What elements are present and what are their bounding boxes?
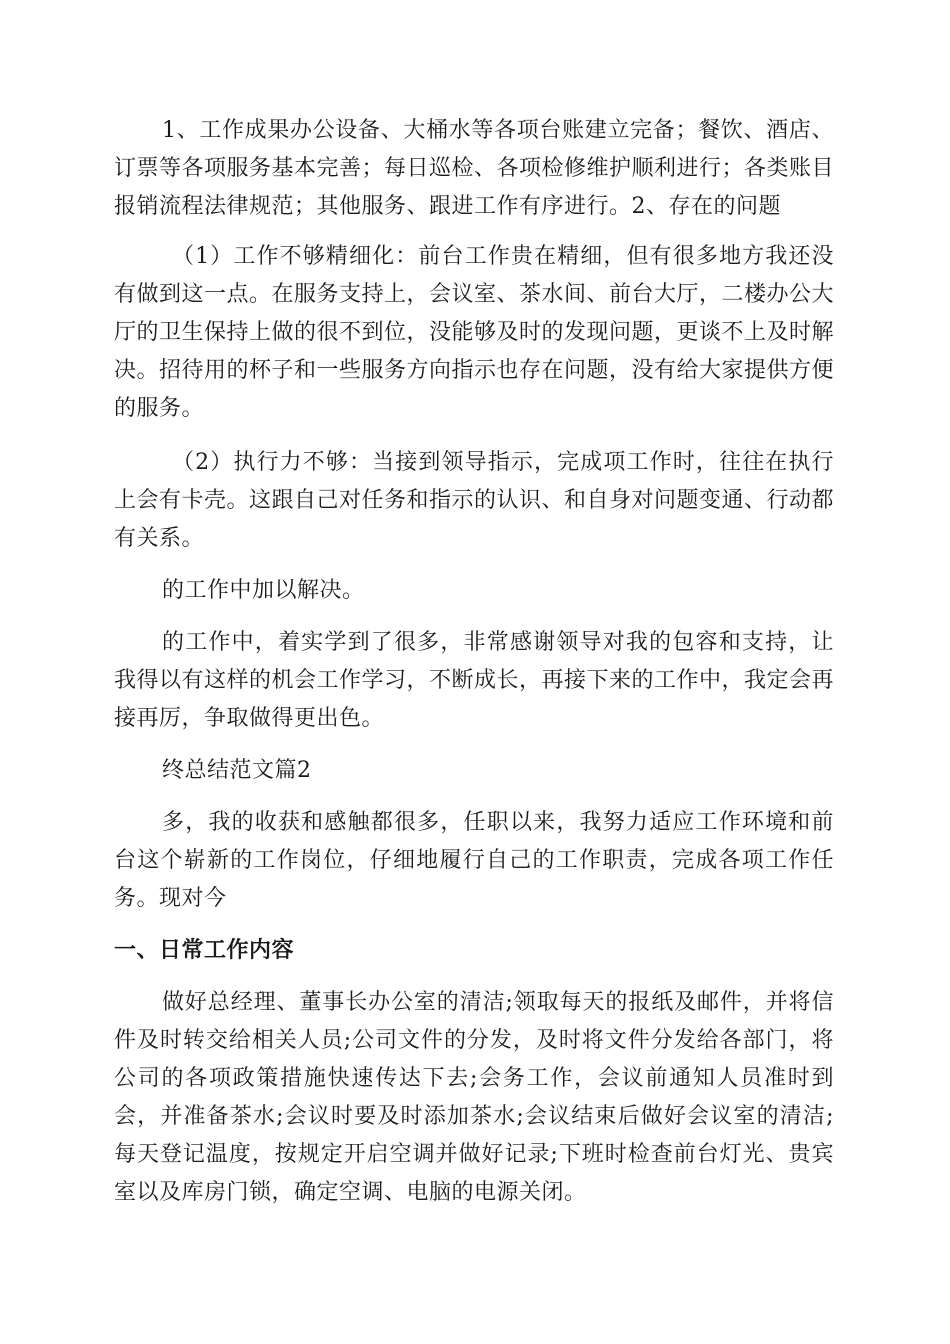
heading-daily-work: 一、日常工作内容 [114,938,295,963]
paragraph-intro: 多，我的收获和感触都很多，任职以来，我努力适应工作环境和前台这个崭新的工作岗位，仔细地履行自己的工作职责，完成各项工作任务。现对今 [114,810,834,911]
document-page [114,112,834,1212]
paragraph-work-results: 1、工作成果办公设备、大桶水等各项台账建立完备；餐饮、酒店、订票等各项服务基本完善；每日巡检、各项检修维护顺利进行；各类账目报销流程法律规范；其他服务、跟进工作有序进行。2、存在的问题 [114,118,835,219]
paragraph-section-title: 终总结范文篇2 [162,758,312,783]
paragraph-issue-execution: （2）执行力不够：当接到领导指示，完成项工作时，往往在执行上会有卡壳。这跟自己对任务和指示的认识、和自身对问题变通、行动都有关系。 [114,450,835,551]
paragraph-thanks: 的工作中，着实学到了很多，非常感谢领导对我的包容和支持，让我得以有这样的机会工作学习，不断成长，再接下来的工作中，我定会再接再厉，争取做得更出色。 [114,630,835,731]
paragraph-resolve: 的工作中加以解决。 [162,578,365,603]
paragraph-issue-refinement: （1）工作不够精细化：前台工作贵在精细，但有很多地方我还没有做到这一点。在服务支持上，会议室、茶水间、前台大厅，二楼办公大厅的卫生保持上做的很不到位，没能够及时的发现问题，更谈不上及时解决。招待用的杯子和一些服务方向指示也存在问题，没有给大家提供方便的服务。 [114,244,835,421]
paragraph-daily-work: 做好总经理、董事长办公室的清洁;领取每天的报纸及邮件，并将信件及时转交给相关人员;公司文件的分发，及时将文件分发给各部门，将公司的各项政策措施快速传达下去;会务工作，会议前通知人员准时到会，并准备茶水;会议时要及时添加茶水;会议结束后做好会议室的清洁;每天登记温度，按规定开启空调并做好记录;下班时检查前台灯光、贵宾室以及库房门锁，确定空调、电脑的电源关闭。 [114,990,834,1205]
